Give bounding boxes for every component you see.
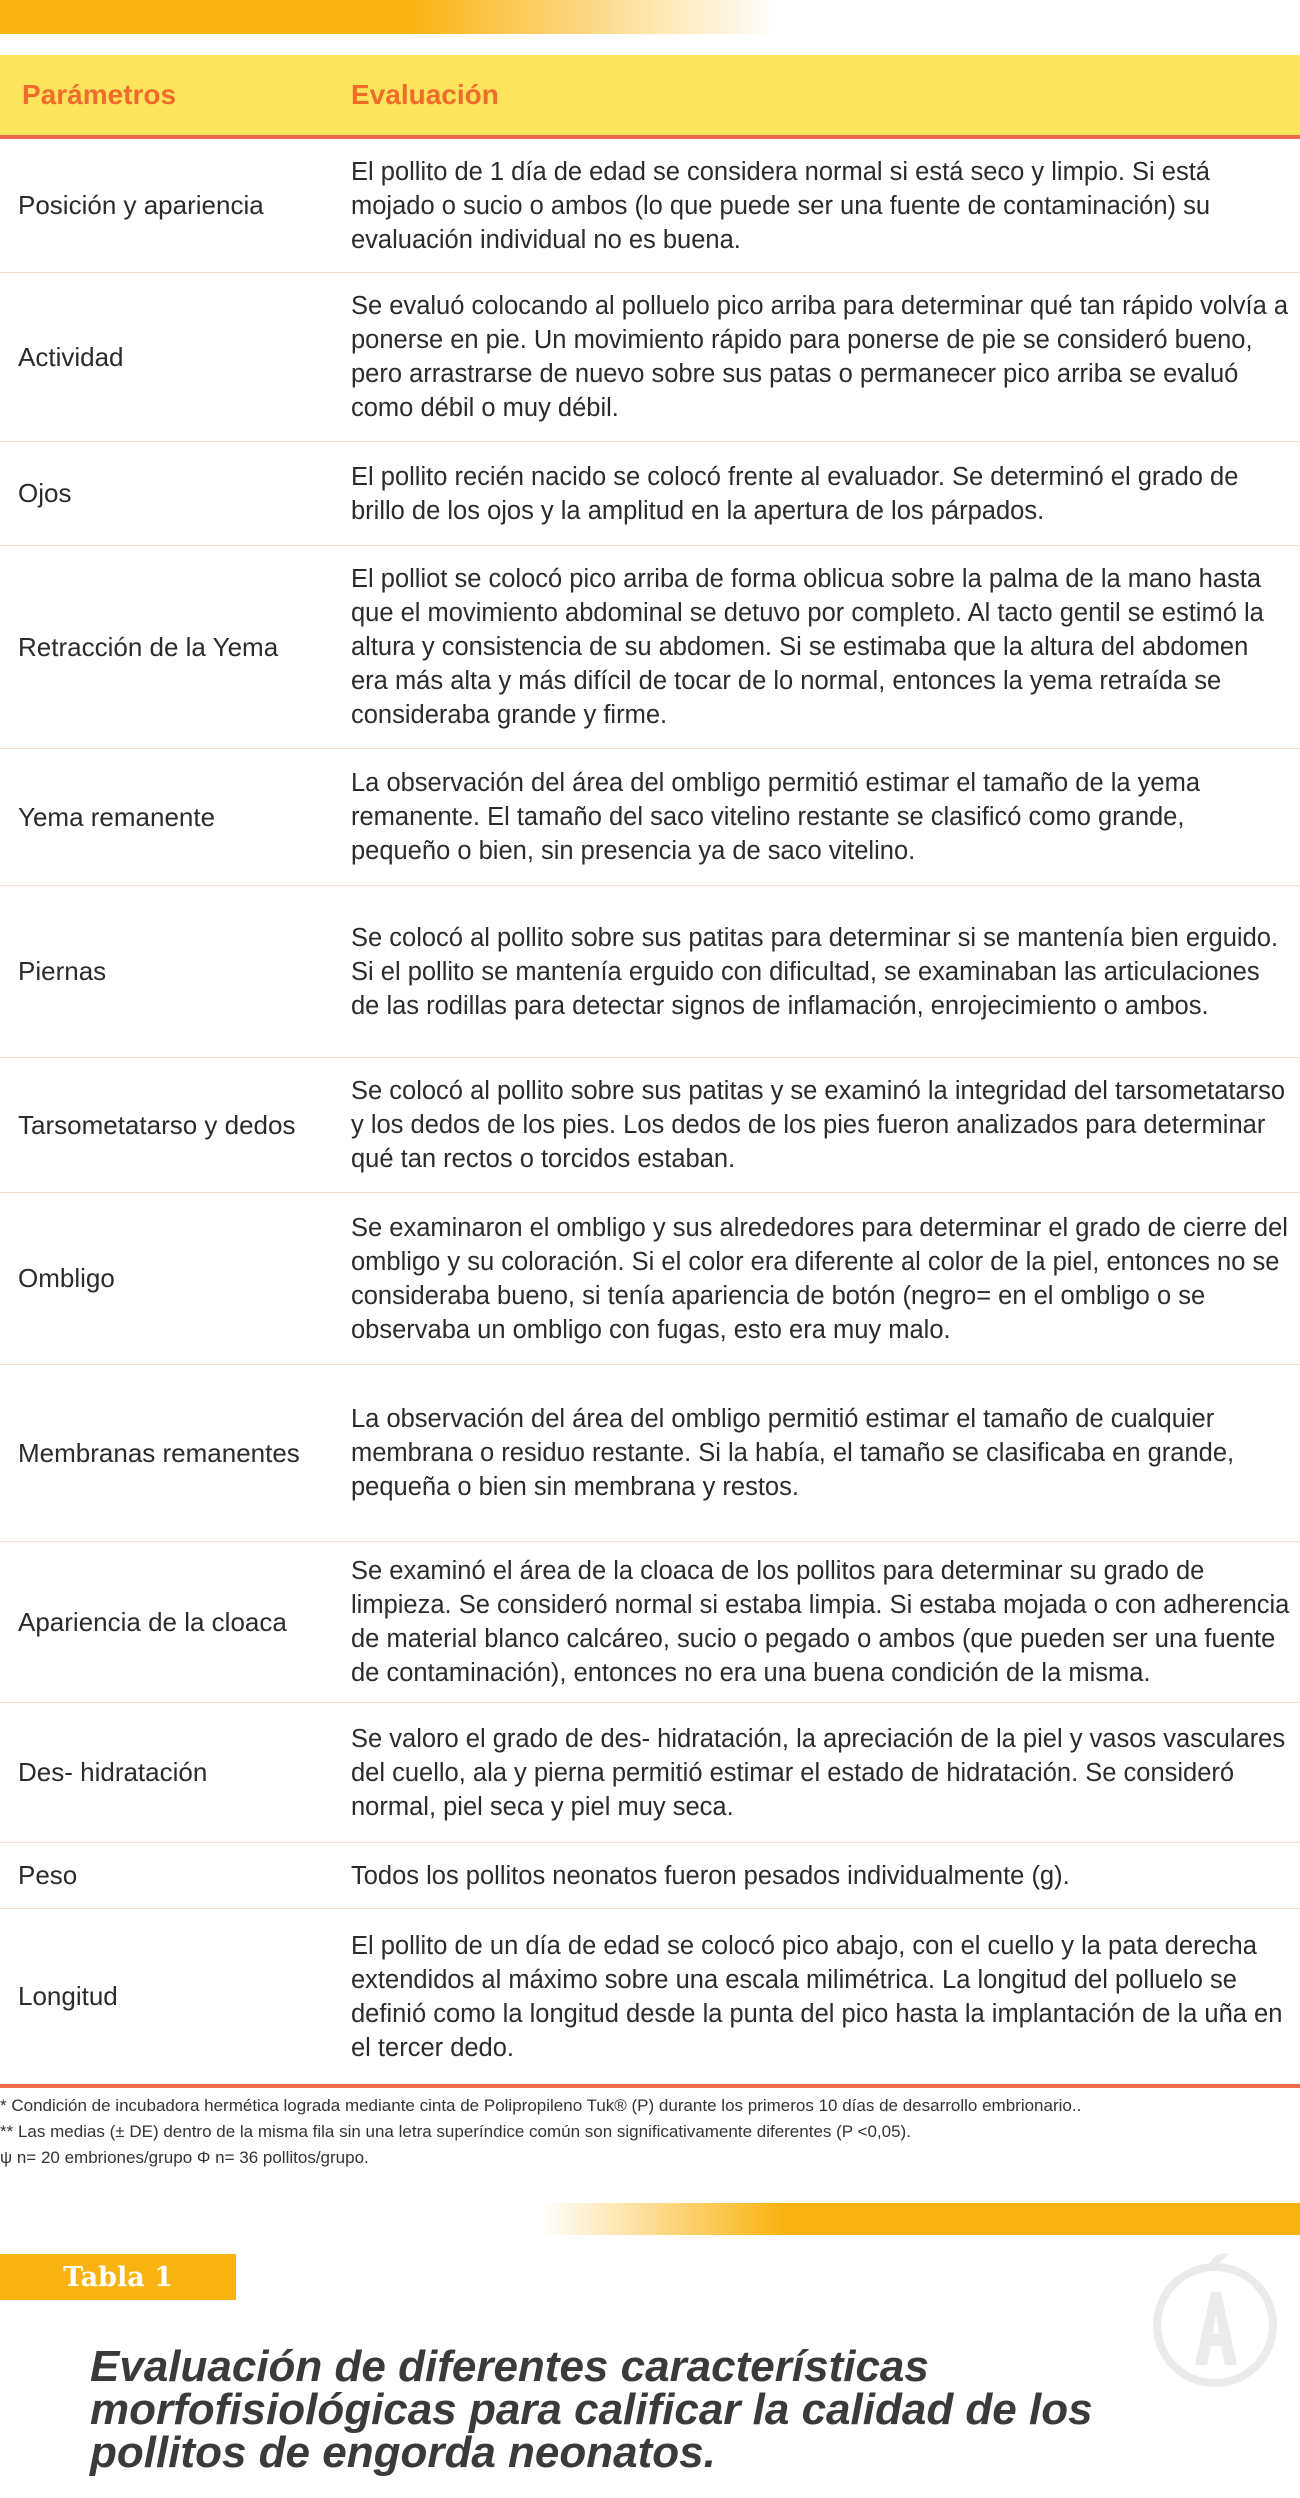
row-parameter: Retracción de la Yema [18,631,279,662]
row-evaluation: El pollito de un día de edad se colocó pico abajo, con el cuello y la pata derecha extendidos al máximo sobre una escala milimétrica. La longitud del polluelo se definió como la longitud desde la punta del pico hasta la implantación de la uña en el tercer dedo. [351,1931,1283,2062]
table-header [0,55,1300,139]
row-parameter: Yema remanente [18,801,216,832]
row-parameter: Actividad [18,341,124,372]
table-row [0,273,1300,442]
row-parameter: Posición y apariencia [18,190,264,220]
row-evaluation: Se colocó al pollito sobre sus patitas y se examinó la integridad del tarsometatarso y los dedos de los pies. Los dedos de los pies fueron analizados para determinar qué tan rectos o torcidos estaban. [351,1077,1286,1173]
footnote: * Condición de incubadora hermética lograda mediante cinta de Polipropileno Tuk® (P) durante los primeros 10 días de desarrollo embrionario.. [0,2096,1082,2115]
footnotes [0,2093,1290,2171]
table-row [0,1703,1300,1843]
table-row [0,1909,1300,2084]
table-tag: Tabla 1 [0,2254,236,2300]
table-row [0,139,1300,273]
row-parameter: Ojos [18,478,72,508]
table-row [0,886,1300,1058]
row-evaluation: Se examinó el área de la cloaca de los pollitos para determinar su grado de limpieza. Se consideró normal si estaba limpia. Si estaba mojada o con adherencia de material blanco calcáreo, sucio o pegado o ambos (que pueden ser una fuente de contaminación), entonces no era una buena condición de la misma. [351,1557,1290,1687]
table-row [0,1193,1300,1365]
row-parameter: Ombligo [18,1263,115,1293]
row-evaluation: Todos los pollitos neonatos fueron pesados individualmente (g). [351,1861,1070,1890]
table-row [0,1542,1300,1703]
table-row [0,1058,1300,1193]
evaluation-table [0,55,1300,2088]
row-evaluation: Se evaluó colocando al polluelo pico arriba para determinar qué tan rápido volvía a ponerse en pie. Un movimiento rápido para ponerse de pie se consideró bueno, pero arrastrarse de nuevo sobre sus patas o permanecer pico arriba se evaluó como débil o muy débil. [351,292,1289,422]
row-evaluation: El pollito recién nacido se colocó frente al evaluador. Se determinó el grado de brillo de los ojos y la amplitud en la apertura de los párpados. [351,462,1239,525]
row-parameter: Peso [18,1860,78,1890]
caption-line: morfofisiológicas para calificar la calidad de los [90,2385,1093,2434]
row-evaluation: El polliot se colocó pico arriba de forma oblicua sobre la palma de la mano hasta que el movimiento abdominal se detuvo por completo. Al tacto gentil se estimó la altura y consistencia de su abdomen. Si se estimaba que la altura del abdomen era más alta y más difícil de tocar de lo normal, entonces la yema retraída se consideraba grande y firme. [351,565,1264,729]
table-bottom-rule [0,2084,1300,2088]
table-row [0,1843,1300,1909]
table-row [0,442,1300,546]
row-evaluation: Se examinaron el ombligo y sus alrededores para determinar el grado de cierre del ombligo y su coloración. Si el color era diferente al color de la piel, entonces no se consideraba bueno, si tenía apariencia de botón (negro= en el ombligo o se observaba un ombligo con fugas, esto era muy malo. [351,1213,1288,1344]
row-evaluation: La observación del área del ombligo permitió estimar el tamaño de cualquier membrana o residuo restante. Si la había, el tamaño se clasificaba en grande, pequeña o bien sin membrana y restos. [351,1405,1235,1501]
row-evaluation: La observación del área del ombligo permitió estimar el tamaño de la yema remanente. El tamaño del saco vitelino restante se clasificó como grande, pequeño o bien, sin presencia ya de saco vitelino. [351,769,1201,865]
header-evaluacion: Evaluación [351,79,499,110]
table-row [0,1365,1300,1542]
header-parametros: Parámetros [22,79,177,110]
footnote: ** Las medias (± DE) dentro de la misma fila sin una letra superíndice común son significativamente diferentes (P <0,05). [0,2122,911,2141]
row-parameter: Apariencia de la cloaca [18,1606,287,1637]
caption-line: pollitos de engorda neonatos. [90,2428,716,2477]
row-evaluation: Se valoro el grado de des- hidratación, la apreciación de la piel y vasos vasculares del cuello, ala y pierna permitió estimar el estado de hidratación. Se consideró normal, piel seca y piel muy seca. [351,1724,1286,1821]
mid-accent-bar [540,2203,1300,2235]
row-parameter: Membranas remanentes [18,1437,300,1468]
footnote: ψ n= 20 embriones/grupo Φ n= 36 pollitos/grupo. [0,2148,369,2167]
table-row [0,749,1300,886]
row-parameter: Tarsometatarso y dedos [18,1109,296,1140]
row-evaluation: Se colocó al pollito sobre sus patitas para determinar si se mantenía bien erguido. Si el pollito se mantenía erguido con dificultad, se examinaban las articulaciones de las rodillas para detectar signos de inflamación, enrojecimiento o ambos. [351,923,1279,1020]
table-caption [90,2342,1240,2477]
row-parameter: Des- hidratación [18,1757,208,1787]
table-row [0,546,1300,749]
caption-line: Evaluación de diferentes características [90,2342,929,2391]
row-parameter: Longitud [18,1981,118,2011]
row-parameter: Piernas [18,956,107,986]
top-accent-bar [0,0,780,34]
row-evaluation: El pollito de 1 día de edad se considera normal si está seco y limpio. Si está mojado o sucio o ambos (lo que puede ser una fuente de contaminación) su evaluación individual no es buena. [351,157,1211,254]
